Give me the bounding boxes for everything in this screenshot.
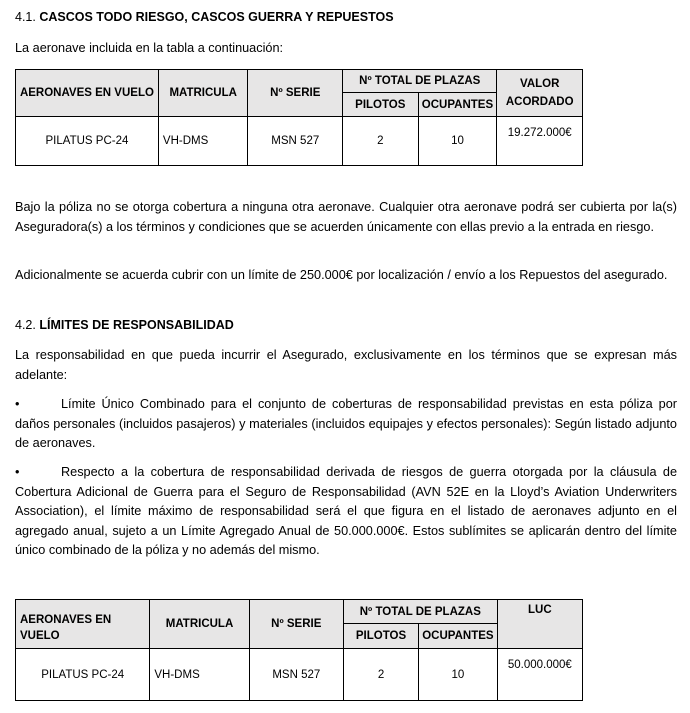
section-title: LÍMITES DE RESPONSABILIDAD <box>39 318 234 332</box>
header-aircraft: AERONAVES EN VUELO <box>16 70 159 117</box>
no-other-aircraft-paragraph: Bajo la póliza no se otorga cobertura a ninguna otra aeronave. Cualquier otra aeronave podrá ser cubierta por la(s) Aseguradora(s) a los términos y condiciones que se acuerden únicamente con ellas previo a la entrada en riesgo. <box>15 200 677 234</box>
header-pilots: PILOTOS <box>343 93 418 117</box>
header-luc: LUC <box>497 600 582 649</box>
bullet-item <box>15 463 677 561</box>
cell-luc: 50.000.000€ <box>497 649 582 701</box>
aircraft-limit-table <box>15 599 583 701</box>
section-title: CASCOS TODO RIESGO, CASCOS GUERRA Y REPUESTOS <box>39 10 394 24</box>
header-registration: MATRICULA <box>150 600 249 649</box>
section-4-1-heading <box>15 10 394 24</box>
header-occupants: OCUPANTES <box>418 93 497 117</box>
bullet-item <box>15 395 677 454</box>
header-aircraft: AERONAVES EN VUELO <box>16 600 150 649</box>
bullet-symbol: • <box>15 465 20 479</box>
bullet-text: Respecto a la cobertura de responsabilidad derivada de riesgos de guerra otorgada por la cláusula de Cobertura Adicional de Guerra para el Seguro de Responsabilidad (AVN 52E en la Lloyd’s Aviation Underwriters Association), el límite máximo de responsabilidad será el que figura en el listado de aeronaves adjunto en el agregado anual, sujeto a un Límite Agregado Anual de 50.000.000€. Estos sublímites se aplicarán dentro del límite único combinado de la póliza y no además del mismo. <box>15 465 677 557</box>
section-4-2-intro: La responsabilidad en que pueda incurrir el Asegurado, exclusivamente en los términos que se expresan más adelante: <box>15 348 677 382</box>
bullet-symbol: • <box>15 397 20 411</box>
header-seats-total: Nº TOTAL DE PLAZAS <box>343 70 497 93</box>
cell-registration: VH-DMS <box>158 117 248 166</box>
cell-serial: MSN 527 <box>248 117 343 166</box>
header-pilots: PILOTOS <box>343 624 418 649</box>
spare-parts-paragraph: Adicionalmente se acuerda cubrir con un límite de 250.000€ por localización / envío a los Repuestos del asegurado. <box>15 268 668 282</box>
aircraft-value-table <box>15 69 583 166</box>
section-number: 4.2. <box>15 318 36 332</box>
section-number: 4.1. <box>15 10 36 24</box>
cell-serial: MSN 527 <box>249 649 343 701</box>
cell-pilots: 2 <box>343 117 418 166</box>
table-row <box>16 117 583 166</box>
section-4-1-intro: La aeronave incluida en la tabla a continuación: <box>15 41 284 55</box>
header-agreed-value: VALOR ACORDADO <box>497 70 583 117</box>
cell-aircraft: PILATUS PC-24 <box>16 649 150 701</box>
header-occupants: OCUPANTES <box>419 624 498 649</box>
section-4-2-heading <box>15 318 234 332</box>
cell-pilots: 2 <box>343 649 418 701</box>
bullet-text: Límite Único Combinado para el conjunto de coberturas de responsabilidad previstas en esta póliza por daños personales (incluidos pasajeros) y materiales (incluidos equipajes y efectos personales): Según listado adjunto de aeronaves. <box>15 397 677 450</box>
header-registration: MATRICULA <box>158 70 248 117</box>
table-row <box>16 649 583 701</box>
header-seats-total: Nº TOTAL DE PLAZAS <box>343 600 497 624</box>
header-serial: Nº SERIE <box>249 600 343 649</box>
cell-registration: VH-DMS <box>150 649 249 701</box>
header-serial: Nº SERIE <box>248 70 343 117</box>
cell-aircraft: PILATUS PC-24 <box>16 117 159 166</box>
cell-agreed-value: 19.272.000€ <box>497 117 583 166</box>
cell-occupants: 10 <box>419 649 498 701</box>
cell-occupants: 10 <box>418 117 497 166</box>
